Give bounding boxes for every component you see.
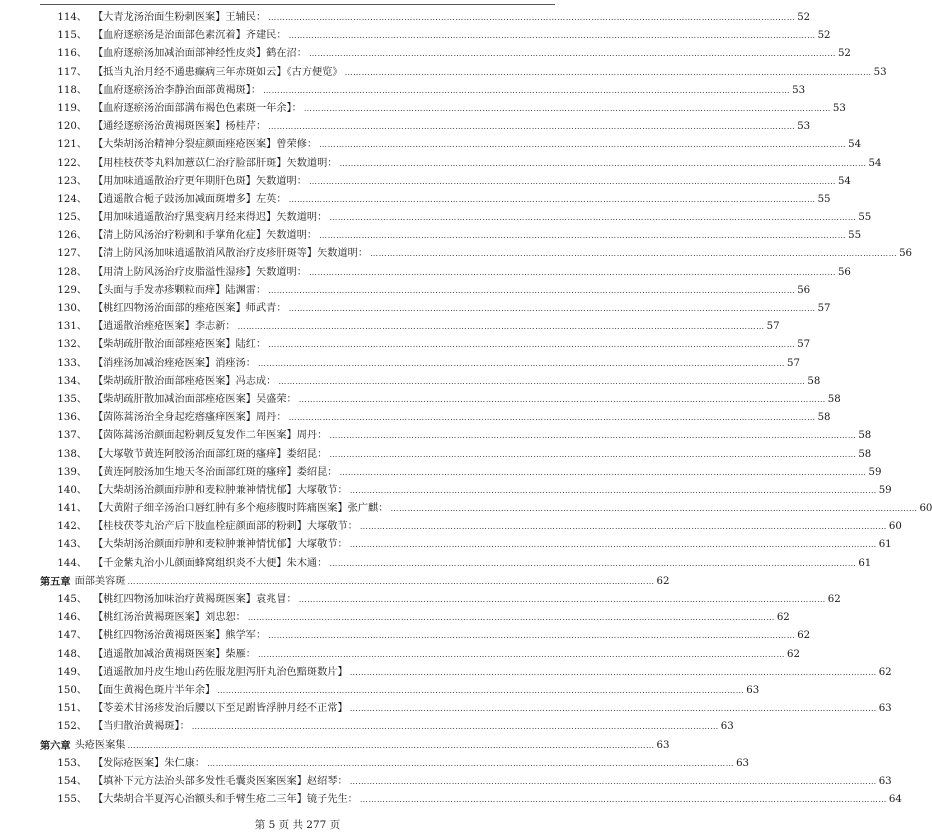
entry-number: 145、 [57,594,87,605]
page-number: 63 [878,703,892,715]
toc-entry-row[interactable] [40,718,734,736]
entry-title: 【大柴胡合半夏泻心治额头和手臂生疮二三年】镜子先生： [93,794,358,806]
toc-entry-row[interactable] [40,355,800,373]
page-number: 63 [736,757,750,769]
entry-number: 120、 [57,121,87,133]
toc-entry-row[interactable] [40,518,902,536]
dot-leader [350,700,877,718]
page-number: 53 [832,102,846,114]
page-number: 57 [766,321,780,333]
table-of-contents [40,9,932,809]
toc-entry-row[interactable] [40,155,882,173]
dot-leader [350,773,877,791]
page-number: 62 [776,612,790,624]
page-number: 58 [858,430,872,442]
toc-entry-row[interactable] [40,300,831,318]
toc-entry-row[interactable] [40,409,831,427]
dot-leader [128,737,655,755]
page-number: 55 [817,193,831,205]
dot-leader [370,245,897,263]
toc-entry-row[interactable] [40,755,750,773]
dot-leader [309,264,836,282]
entry-number: 136、 [57,412,87,424]
toc-entry-row[interactable] [40,45,851,63]
dot-leader [350,482,877,500]
entry-number: 118、 [57,84,87,96]
entry-number: 137、 [57,430,87,442]
page-number: 60 [888,521,902,533]
toc-entry-row[interactable] [40,264,851,282]
top-rule [40,4,555,5]
page-number: 59 [868,466,882,478]
entry-title: 【用加味逍遥散治疗黑变病月经来得迟】矢数道明： [93,212,328,224]
page-number: 57 [787,357,800,369]
entry-title: 【黄连阿胶汤加生地天冬治面部红斑的瘙痒】娄绍昆： [93,466,338,478]
entry-number: 150、 [57,684,87,696]
entry-title: 【血府逐瘀汤治李静治面部黄褐斑】： [93,84,262,96]
toc-entry-row[interactable] [40,9,811,27]
page-number: 61 [858,557,872,569]
entry-title: 【桃红四物汤治黄褐斑医案】熊学军： [93,630,267,642]
page-number: 63 [746,684,760,696]
page-number: 58 [858,448,872,460]
entry-title: 【柴胡疏肝散加减治面部痤疮医案】吴盛荣： [93,393,297,405]
chapter-title: 面部美容斑 [74,575,126,587]
toc-entry-row[interactable] [40,118,811,136]
entry-title: 【逍遥散加减治黄褐斑医案】柴雁： [93,648,256,660]
entry-number: 152、 [57,721,87,733]
entry-title: 【血府逐瘀汤加减治面部神经性皮炎】鹤在沼： [93,48,307,60]
page-number: 61 [878,539,892,551]
dot-leader [340,155,867,173]
dot-leader [289,191,816,209]
page-number: 63 [720,721,734,733]
entry-number: 128、 [57,266,87,278]
page-number: 55 [848,230,862,242]
entry-number: 139、 [57,466,87,478]
entry-number: 125、 [57,212,87,224]
toc-entry-row[interactable] [40,318,780,336]
dot-leader [258,646,785,664]
entry-title: 【大塚敬节黄连阿胶汤治面部红斑的瘙痒】娄绍昆： [93,448,328,460]
dot-leader [263,82,790,100]
entry-number: 131、 [57,321,87,333]
toc-entry-row[interactable] [40,427,872,445]
dot-leader [319,227,846,245]
entry-number: 126、 [57,230,87,242]
entry-number: 123、 [57,175,87,187]
dot-leader [238,318,765,336]
dot-leader [207,755,734,773]
page-number: 52 [837,48,851,60]
entry-title: 【大柴胡汤治颜面疖肿和麦粒肿兼神情忧郁】大塚敬节： [93,484,348,496]
page-number: 62 [656,575,670,587]
entry-title: 【用桂枝茯苓丸料加薏苡仁治疗脸部肝斑】矢数道明： [93,157,338,169]
entry-number: 140、 [57,484,87,496]
entry-number: 133、 [57,357,87,369]
entry-title: 【柴胡疏肝散治面部痤疮医案】冯志成： [93,375,277,387]
toc-chapter-row[interactable] [40,573,670,591]
entry-number: 116、 [57,48,87,60]
entry-title: 【抵当丸治月经不通患癫病三年赤斑如云】《古方便览》 [93,66,343,78]
entry-title: 【发际疮医案】朱仁康： [93,757,206,769]
dot-leader [217,682,744,700]
page-number: 58 [817,412,831,424]
toc-entry-row[interactable] [40,609,790,627]
entry-number: 129、 [57,284,87,296]
entry-title: 【逍遥散治痤疮医案】李志新： [93,321,236,333]
dot-leader [289,409,816,427]
entry-number: 124、 [57,193,87,205]
dot-leader [350,536,877,554]
page-number: 53 [797,121,811,133]
entry-title: 【消痤汤加减治痤疮医案】消痤汤： [93,357,256,369]
toc-entry-row[interactable] [40,664,892,682]
toc-entry-row[interactable] [40,82,806,100]
entry-number: 115、 [57,30,87,42]
entry-title: 【血府逐瘀汤是治面部色素沉着】齐建民： [93,30,287,42]
dot-leader [309,45,836,63]
toc-entry-row[interactable] [40,391,841,409]
entry-number: 142、 [57,521,87,533]
entry-title: 【头面与手发赤疹颗粒而痒】陆渊雷： [93,284,267,296]
page-number: 58 [827,393,841,405]
entry-number: 134、 [57,375,87,387]
toc-entry-row[interactable] [40,773,892,791]
dot-leader [268,118,795,136]
dot-leader [345,64,872,82]
entry-title: 【逍遥散加丹皮生地山药佐服龙胆泻肝丸治色黯斑数片】 [93,666,348,678]
entry-title: 【桃红四物汤加味治疗黄褐斑医案】袁兆冒： [93,594,297,605]
page-footer: 第 5 页 共 277 页 [254,819,341,831]
page-number: 62 [797,630,811,642]
toc-entry-row[interactable] [40,282,811,300]
entry-title: 【血府逐瘀汤治面部满布褐色色素斑一年余】： [93,102,302,114]
toc-entry-row[interactable] [40,227,862,245]
chapter-number: 第五章 [40,575,71,588]
dot-leader [299,591,826,609]
dot-leader [268,9,795,27]
entry-title: 【桃红汤治黄褐斑医案】刘忠恕： [93,612,246,624]
entry-number: 143、 [57,539,87,551]
page-number: 56 [899,248,913,260]
page-number: 56 [797,284,811,296]
toc-entry-row[interactable] [40,555,872,573]
dot-leader [360,791,887,809]
dot-leader [360,518,887,536]
page-number: 62 [787,648,800,660]
toc-entry-row[interactable] [40,791,902,809]
dot-leader [319,136,846,154]
toc-entry-row[interactable] [40,446,872,464]
page-number: 57 [817,303,831,314]
page-number: 53 [792,84,806,96]
entry-title: 【苓姜术甘汤疹发治后腰以下至足跗皆浮肿月经不正常】 [93,703,348,715]
chapter-number: 第六章 [40,739,71,752]
entry-title: 【清上防风汤加味逍遥散消风散治疗皮疹肝斑等】矢数道明： [93,248,369,260]
toc-entry-row[interactable] [40,500,932,518]
dot-leader [390,500,917,518]
toc-entry-row[interactable] [40,173,851,191]
entry-title: 【大黄附子细辛汤治口唇红肿有多个疱疹腹时阵痛医案】张广麒： [93,503,389,515]
entry-title: 【清上防风汤治疗粉刺和手掌角化症】矢数道明： [93,230,318,242]
page-number: 55 [858,212,872,224]
toc-entry-row[interactable] [40,627,811,645]
toc-entry-row[interactable] [40,27,831,45]
entry-number: 144、 [57,557,87,569]
toc-entry-row[interactable] [40,209,872,227]
entry-number: 149、 [57,666,87,678]
page-number: 59 [878,484,892,496]
toc-entry-row[interactable] [40,100,846,118]
page-number: 63 [878,775,892,787]
entry-title: 【填补下元方法治头部多发性毛囊炎医案医案】赵绍琴： [93,775,348,787]
toc-entry-row[interactable] [40,64,887,82]
page-number: 64 [888,794,902,806]
entry-number: 135、 [57,393,87,405]
entry-title: 【当归散治黄褐斑】： [93,721,190,733]
entry-number: 151、 [57,703,87,715]
toc-entry-row[interactable] [40,464,882,482]
entry-number: 127、 [57,248,87,260]
toc-chapter-row[interactable] [40,737,670,755]
entry-title: 【通经逐瘀汤治黄褐斑医案】杨桂芹： [93,121,267,133]
entry-title: 【柴胡疏肝散治面部痤疮医案】陆红： [93,339,267,351]
dot-leader [329,555,856,573]
toc-entry-row[interactable] [40,591,841,609]
page-number: 54 [868,157,882,169]
entry-number: 132、 [57,339,87,351]
entry-number: 148、 [57,648,87,660]
entry-number: 155、 [57,794,87,806]
dot-leader [340,464,867,482]
entry-title: 【大柴胡汤治精神分裂症颜面痤疮医案】曾荣修： [93,139,318,151]
entry-number: 141、 [57,503,87,515]
page-number: 57 [797,339,811,351]
toc-entry-row[interactable] [40,136,862,154]
entry-number: 117、 [57,66,87,78]
dot-leader [258,355,785,373]
entry-number: 138、 [57,448,87,460]
entry-title: 【用清上防风汤治疗皮脂溢性湿疹】矢数道明： [93,266,307,278]
entry-number: 130、 [57,303,87,314]
entry-title: 【用加味逍遥散治疗更年期肝色斑】矢数道明： [93,175,307,187]
page-number: 54 [837,175,851,187]
dot-leader [268,282,795,300]
toc-entry-row[interactable] [40,336,811,354]
entry-title: 【茵陈蒿汤治颜面起粉刺反复发作二年医案】周丹： [93,430,328,442]
dot-leader [329,209,856,227]
entry-title: 【千金紫丸治小儿颜面蜂窝组织炎不大便】朱木通： [93,557,328,569]
entry-title: 【茵陈蒿汤治全身起疙瘩瘙痒医案】周丹： [93,412,287,424]
dot-leader [289,300,816,318]
dot-leader [289,27,816,45]
dot-leader [268,627,795,645]
entry-number: 153、 [57,757,87,769]
page-number: 60 [919,503,932,515]
entry-number: 154、 [57,775,87,787]
dot-leader [350,664,877,682]
dot-leader [329,427,856,445]
toc-entry-row[interactable] [40,482,892,500]
toc-entry-row[interactable] [40,536,892,554]
toc-entry-row[interactable] [40,245,913,263]
chapter-title: 头疮医案集 [74,739,126,751]
dot-leader [278,373,805,391]
page-number: 58 [807,375,821,387]
page-number: 52 [817,30,831,42]
entry-title: 【大青龙汤治面生粉刺医案】王辅民： [93,12,267,23]
entry-number: 119、 [57,102,87,114]
page-number: 54 [848,139,862,151]
entry-title: 【桃红四物汤治面部的痤疮医案】师武青： [93,303,287,314]
dot-leader [329,446,856,464]
dot-leader [248,609,775,627]
toc-entry-row[interactable] [40,191,831,209]
page-number: 63 [656,739,670,751]
entry-number: 122、 [57,157,87,169]
toc-entry-row[interactable] [40,682,760,700]
page-number: 62 [827,594,841,605]
entry-number: 146、 [57,612,87,624]
dot-leader [192,718,719,736]
dot-leader [128,573,655,591]
entry-title: 【面生黄褐色斑片半年余】 [93,684,216,696]
entry-number: 121、 [57,139,87,151]
dot-leader [299,391,826,409]
toc-entry-row[interactable] [40,646,800,664]
dot-leader [309,173,836,191]
entry-number: 114、 [57,12,87,23]
toc-entry-row[interactable] [40,700,892,718]
page-number: 56 [837,266,851,278]
entry-number: 147、 [57,630,87,642]
dot-leader [304,100,831,118]
entry-title: 【大柴胡汤治颜面疖肿和麦粒肿兼神情忧郁】大塚敬节： [93,539,348,551]
toc-entry-row[interactable] [40,373,821,391]
page-number: 62 [878,666,892,678]
dot-leader [268,336,795,354]
entry-title: 【桂枝茯苓丸治产后下肢血栓症颜面部的粉刺】大塚敬节： [93,521,358,533]
entry-title: 【逍遥散合栀子豉汤加减面斑增多】左英： [93,193,287,205]
page-number: 52 [797,12,811,23]
page-number: 53 [873,66,887,78]
